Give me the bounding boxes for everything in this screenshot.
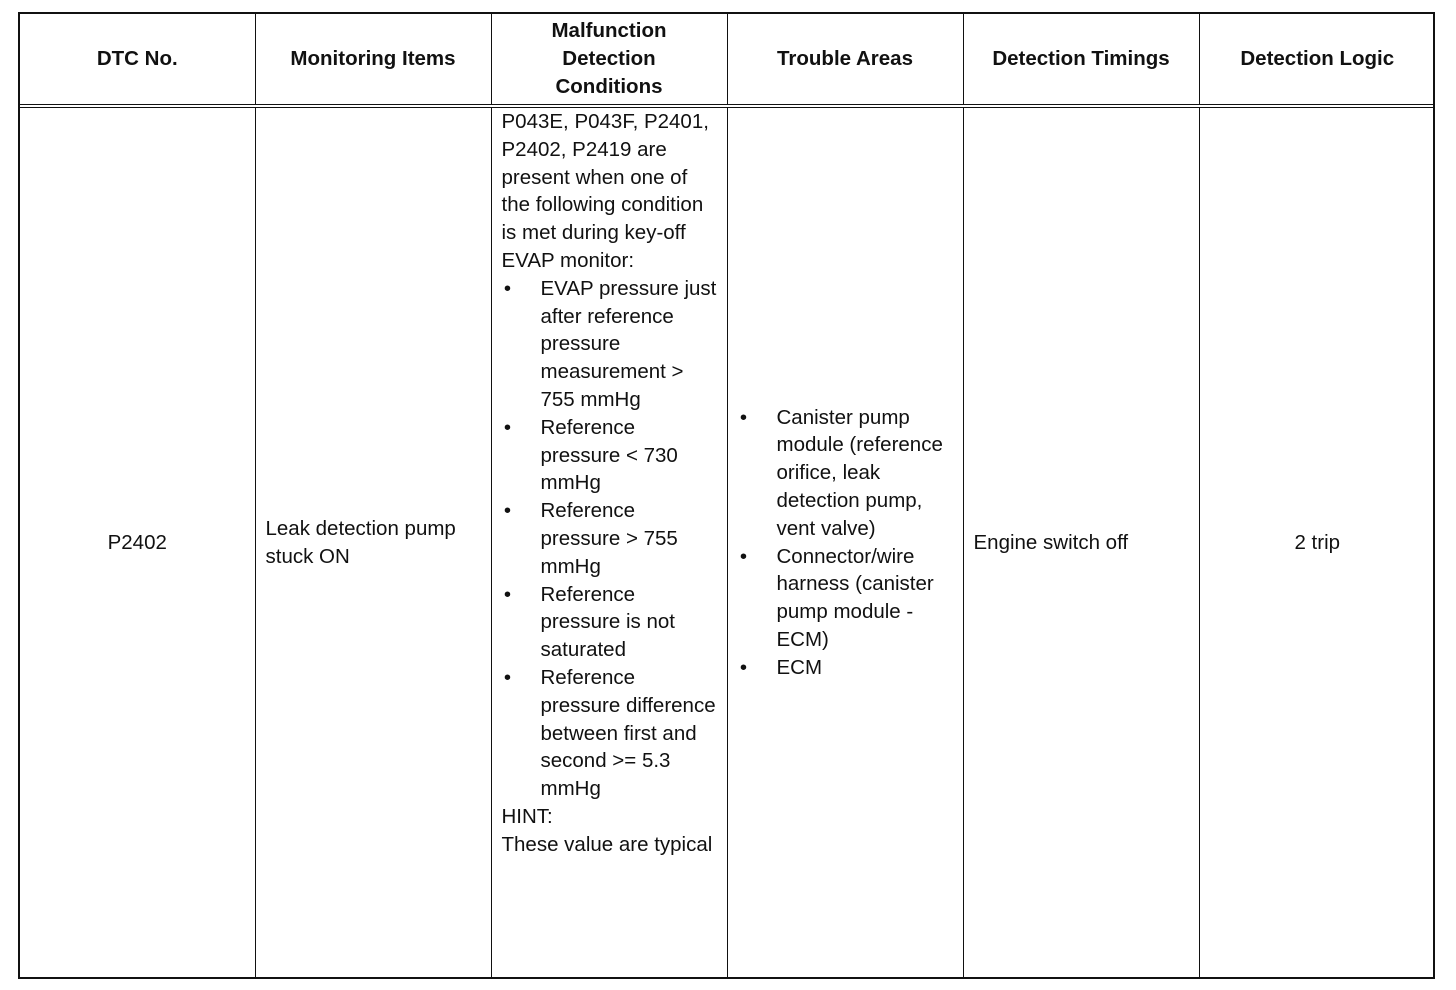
header-monitoring-items: Monitoring Items (255, 14, 491, 106)
condition-text: EVAP pressure just after reference pressure measurement > 755 mmHg (540, 276, 717, 411)
bullet-icon: • (503, 665, 512, 689)
cell-dtc-no: P2402 (20, 106, 255, 977)
list-item (738, 404, 955, 543)
list-item (502, 664, 721, 803)
cell-detection-logic: 2 trip (1199, 106, 1435, 977)
header-trouble-areas: Trouble Areas (727, 14, 963, 106)
list-item (502, 275, 721, 414)
hint-label: HINT: (501, 804, 553, 828)
condition-text: Reference pressure difference between first and second >= 5.3 mmHg (540, 665, 716, 801)
header-dtc-no: DTC No. (20, 14, 255, 106)
header-malfunction-detection-conditions: Malfunction Detection Conditions (491, 14, 727, 106)
list-item (738, 654, 955, 682)
dtc-table-frame (18, 12, 1435, 979)
bullet-icon: • (503, 276, 512, 300)
conditions-body (492, 108, 727, 859)
bullet-icon: • (739, 655, 748, 679)
header-detection-logic: Detection Logic (1199, 14, 1435, 106)
cell-monitoring-item: Leak detection pump stuck ON (255, 106, 491, 977)
bullet-icon: • (739, 544, 748, 568)
dtc-table (20, 14, 1435, 977)
trouble-area-text: Canister pump module (reference orifice, leak detection pump, vent valve) (776, 405, 943, 540)
trouble-areas-body (728, 404, 963, 682)
list-item (502, 414, 721, 497)
condition-text: Reference pressure is not saturated (540, 582, 675, 662)
trouble-areas-list (738, 404, 955, 682)
cell-malfunction-conditions (491, 106, 727, 977)
table-row (20, 106, 1435, 977)
hint-text: These value are typical (501, 832, 713, 856)
trouble-area-text: ECM (776, 655, 823, 679)
list-item (502, 581, 721, 664)
list-item (738, 543, 955, 654)
trouble-area-text: Connector/wire harness (canister pump module - ECM) (776, 544, 934, 651)
header-detection-timings: Detection Timings (963, 14, 1199, 106)
conditions-list (502, 275, 721, 803)
list-item (502, 497, 721, 580)
conditions-intro: P043E, P043F, P2401, P2402, P2419 are present when one of the following condition is met during key-off EVAP monitor: (501, 110, 709, 272)
bullet-icon: • (503, 582, 512, 606)
condition-text: Reference pressure < 730 mmHg (540, 415, 678, 495)
bullet-icon: • (503, 415, 512, 439)
bullet-icon: • (739, 405, 748, 429)
cell-detection-timing: Engine switch off (963, 106, 1199, 977)
condition-text: Reference pressure > 755 mmHg (540, 499, 678, 578)
bullet-icon: • (503, 499, 512, 523)
table-header-row (20, 14, 1435, 106)
cell-trouble-areas (727, 106, 963, 977)
